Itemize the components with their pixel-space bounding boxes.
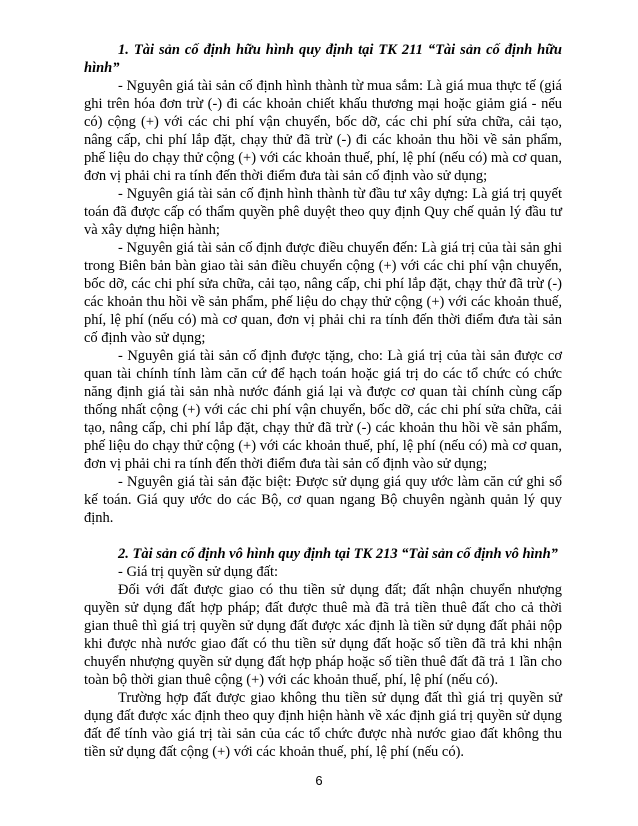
section-1-paragraph-purchase: - Nguyên giá tài sản cố định hình thành từ mua sắm: Là giá mua thực tế (giá ghi trên hóa đơn trừ (-) đi các khoản chiết khấu thương mại hoặc giảm giá - nếu có) cộng (+) với các chi phí vận chuyển, bốc dỡ, các chi phí sửa chữa, cải tạo, nâng cấp, chi phí lắp đặt, chạy thử đã trừ (-) đi các khoản thu hồi về sản phẩm, phế liệu do chạy thử cộng (+) với các khoản thuế, phí, lệ phí (nếu có) mà cơ quan, đơn vị phải chi ra tính đến thời điểm đưa tài sản cố định vào sử dụng;: [84, 78, 562, 184]
section-1-paragraph-construction: - Nguyên giá tài sản cố định hình thành từ đầu tư xây dựng: Là giá trị quyết toán đã được cấp có thẩm quyền phê duyệt theo quy định Quy chế quản lý đầu tư và xây dựng hiện hành;: [84, 186, 562, 238]
document-body: [84, 41, 562, 761]
section-2-paragraph-free-land: Trường hợp đất được giao không thu tiền sử dụng đất thì giá trị quyền sử dụng đất được xác định theo quy định hiện hành về xác định giá trị quyền sử dụng đất để tính vào giá trị tài sản của các tổ chức được nhà nước giao đất không thu tiền sử dụng đất cộng (+) với các khoản thuế, phí, lệ phí (nếu có).: [84, 690, 562, 760]
section-1-paragraph-donation: - Nguyên giá tài sản cố định được tặng, cho: Là giá trị của tài sản được cơ quan tài chính tính làm căn cứ để hạch toán hoặc giá trị do các tổ chức có chức năng định giá tài sản nhà nước đánh giá lại và được cơ quan tài chính cùng cấp thống nhất cộng (+) với các chi phí vận chuyển, bốc dỡ, các chi phí sửa chữa, cải tạo, nâng cấp, chi phí lắp đặt, chạy thử đã trừ (-) các khoản thu hồi về sản phẩm, phế liệu do chạy thử cộng (+) với các khoản thuế, phí, lệ phí (nếu có) mà cơ quan, đơn vị phải chi ra tính đến thời điểm đưa tài sản cố định vào sử dụng;: [84, 348, 562, 472]
section-2-paragraph-paid-land: Đối với đất được giao có thu tiền sử dụng đất; đất nhận chuyển nhượng quyền sử dụng đất hợp pháp; đất được thuê mà đã trả tiền thuê đất cho cả thời gian thuê thì giá trị quyền sử dụng đất được xác định là tiền sử dụng đất phải nộp khi được nhà nước giao đất có thu tiền sử dụng đất hoặc số tiền đã trả khi nhận chuyển nhượng quyền sử dụng đất hợp pháp hoặc số tiền thuê đất đã trả 1 lần cho toàn bộ thời gian thuê cộng (+) với các khoản thuế, phí, lệ phí (nếu có).: [84, 582, 562, 688]
section-2-heading: 2. Tài sản cố định vô hình quy định tại TK 213 “Tài sản cố định vô hình”: [118, 546, 558, 562]
section-1-paragraph-special: - Nguyên giá tài sản đặc biệt: Được sử dụng giá quy ước làm căn cứ ghi sổ kế toán. Giá quy ước do các Bộ, cơ quan ngang Bộ chuyên ngành quản lý quy định.: [84, 474, 562, 526]
section-2-paragraph-land-value: - Giá trị quyền sử dụng đất:: [118, 564, 279, 580]
section-1-paragraph-transfer: - Nguyên giá tài sản cố định được điều chuyển đến: Là giá trị của tài sản ghi trong Biên bản bàn giao tài sản điều chuyển cộng (+) với các chi phí vận chuyển, bốc dỡ, các chi phí sửa chữa, cải tạo, nâng cấp, chi phí lắp đặt, chạy thử đã trừ (-) các khoản thu hồi về sản phẩm, phế liệu do chạy thử cộng (+) với các khoản thuế, phí, lệ phí (nếu có) mà cơ quan, đơn vị phải chi ra tính đến thời điểm đưa tài sản cố định vào sử dụng;: [84, 240, 562, 346]
section-spacer: [84, 527, 562, 545]
page-number: 6: [315, 773, 323, 788]
section-1-heading: 1. Tài sản cố định hữu hình quy định tại TK 211 “Tài sản cố định hữu hình”: [84, 42, 562, 76]
